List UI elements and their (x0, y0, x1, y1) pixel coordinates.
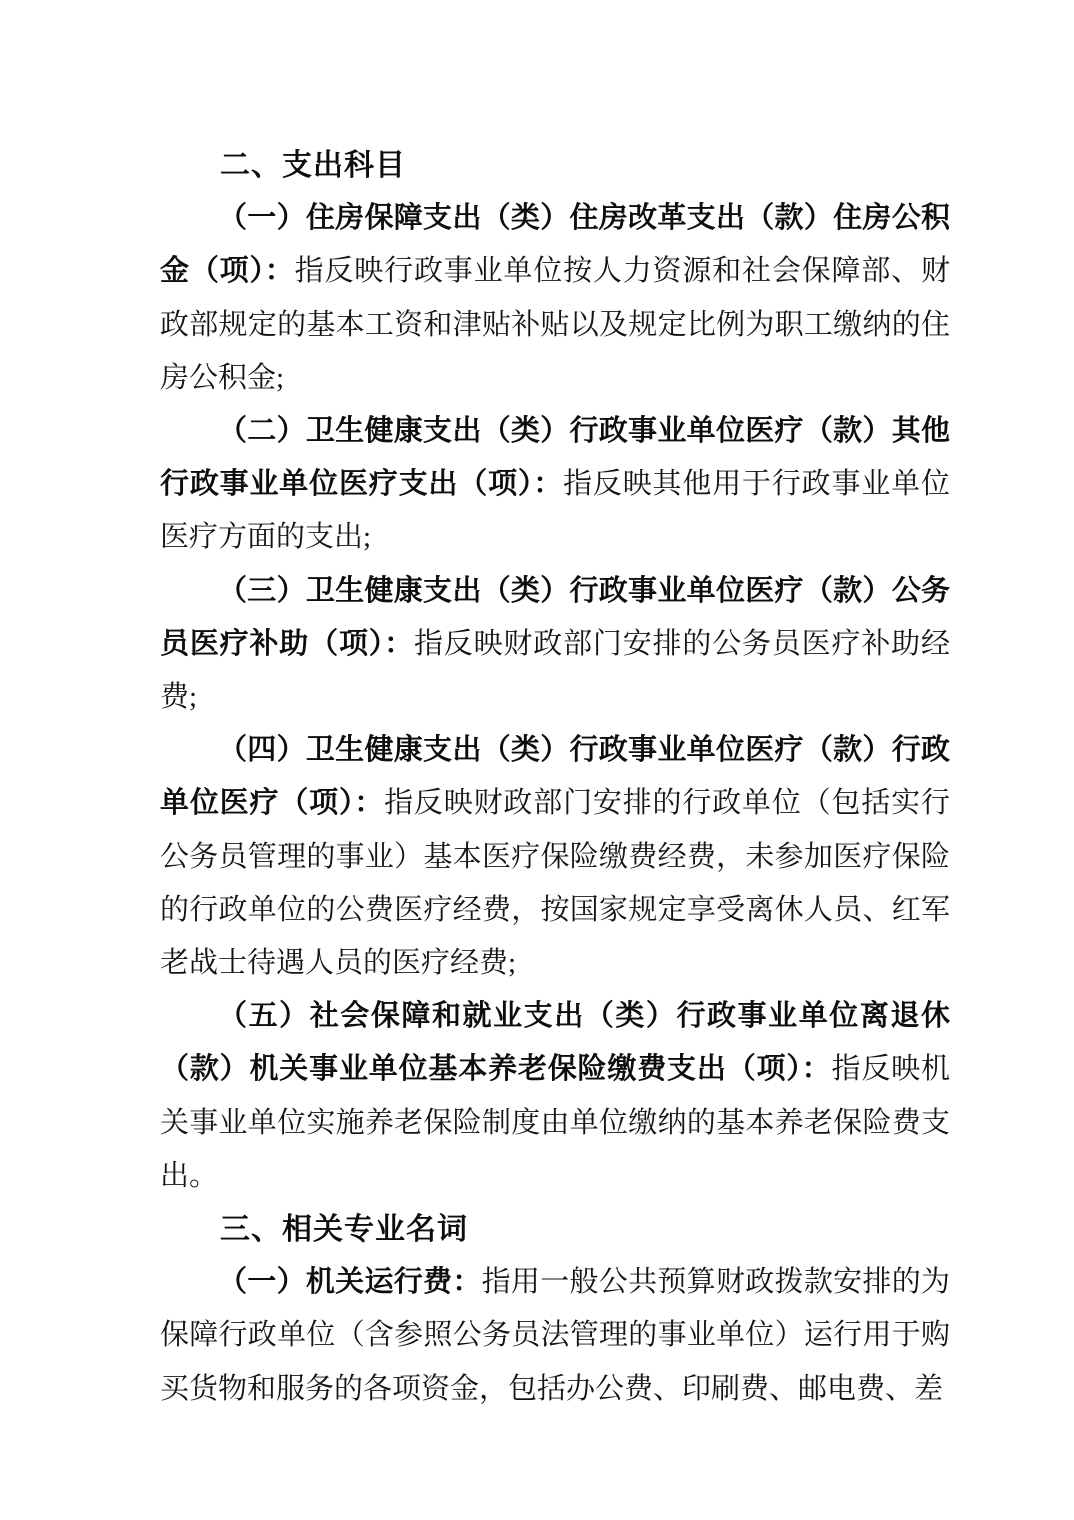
term-item-1 (160, 1256, 950, 1416)
expense-item-3-body: 指反映财政部门安排的公务员医疗补助经费; (160, 627, 950, 714)
term-item-1-body: 指用一般公共预算财政拨款安排的为保障行政单位（含参照公务员法管理的事业单位）运行用于购买货物和服务的各项资金，包括办公费、印刷费、邮电费、差 (160, 1266, 950, 1405)
expense-item-5-body: 指反映机关事业单位实施养老保险制度由单位缴纳的基本养老保险费支出。 (160, 1053, 950, 1192)
expense-item-2 (160, 405, 950, 565)
expense-item-1-body: 指反映行政事业单位按人力资源和社会保障部、财政部规定的基本工资和津贴补贴以及规定比例为职工缴纳的住房公积金; (160, 255, 950, 394)
expense-item-5-lead: （五）社会保障和就业支出（类）行政事业单位离退休（款）机关事业单位基本养老保险缴费支出（项）： (160, 1000, 950, 1086)
term-item-1-lead: （一）机关运行费： (218, 1266, 482, 1299)
expense-item-2-body: 指反映其他用于行政事业单位医疗方面的支出; (160, 468, 950, 554)
expense-item-3-lead: （三）卫生健康支出（类）行政事业单位医疗（款）公务员医疗补助（项）： (160, 574, 950, 660)
expense-item-1-lead: （一）住房保障支出（类）住房改革支出（款）住房公积金（项）： (160, 202, 950, 288)
section-heading-related-terms: 三、相关专业名词 (220, 1213, 468, 1247)
expense-item-3 (160, 565, 950, 725)
expense-item-5 (160, 990, 950, 1203)
expense-item-4-lead: （四）卫生健康支出（类）行政事业单位医疗（款）行政单位医疗（项）： (160, 734, 950, 820)
expense-item-2-lead: （二）卫生健康支出（类）行政事业单位医疗（款）其他行政事业单位医疗支出（项）： (160, 415, 950, 501)
expense-item-1 (160, 192, 950, 405)
expense-item-4 (160, 724, 950, 990)
expense-item-4-body: 指反映财政部门安排的行政单位（包括实行公务员管理的事业）基本医疗保险缴费经费，未参加医疗保险的行政单位的公费医疗经费，按国家规定享受离休人员、红军老战士待遇人员的医疗经费; (160, 787, 950, 980)
section-heading-expense-categories: 二、支出科目 (220, 149, 406, 182)
